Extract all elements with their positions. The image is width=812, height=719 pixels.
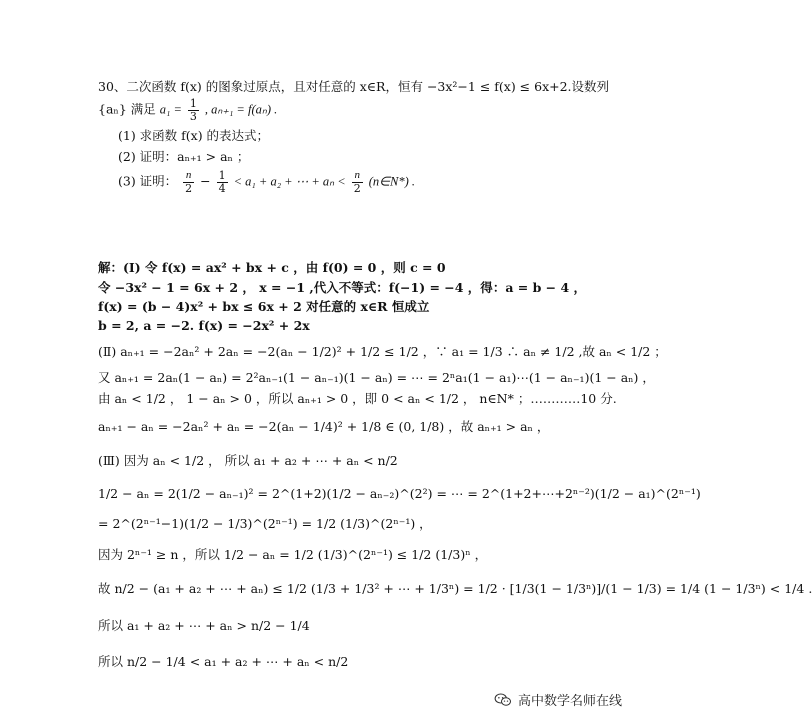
a1-fraction: $\frac{1}{3}$ xyxy=(189,97,197,123)
solution-step-10: 1/2 − aₙ = 2(1/2 − aₙ₋₁)² = 2^(1+2)(1/2 − aₙ₋₂)^(2²) = ⋯ = 2^(1+2+⋯+2ⁿ⁻²)(1/2 − a₁)^(2ⁿ⁻¹) xyxy=(98,486,701,501)
problem-line-1: 30、二次函数 f(x) 的图象过原点，且对任意的 x∈R，恒有 −3x²−1 ≤ f(x) ≤ 6x+2.设数列 xyxy=(98,79,610,94)
watermark xyxy=(494,690,622,709)
a1-label: a₁ = xyxy=(159,102,182,117)
watermark-text: 高中数学名师在线 xyxy=(517,694,622,709)
solution-step-14: 所以 a₁ + a₂ + ⋯ + aₙ > n/2 − 1/4 xyxy=(98,618,310,633)
solution-step-2: 令 −3x² − 1 = 6x + 2 ， x = −1 ,代入不等式：f(−1) = −4 ，得：a = b − 4 ， xyxy=(98,280,587,295)
question-2: (2) 证明：aₙ₊₁ > aₙ ； xyxy=(118,149,250,164)
solution-step-12: 因为 2ⁿ⁻¹ ≥ n ，所以 1/2 − aₙ = 1/2 (1/3)^(2ⁿ⁻¹) ≤ 1/2 (1/3)ⁿ ， xyxy=(98,547,488,562)
solution-step-1: 解：(Ⅰ) 令 f(x) = ax² + bx + c ，由 f(0) = 0 ，则 c = 0 xyxy=(98,260,446,275)
solution-step-11: = 2^(2ⁿ⁻¹−1)(1/2 − 1/3)^(2ⁿ⁻¹) = 1/2 (1/3)^(2ⁿ⁻¹) ， xyxy=(98,516,432,531)
wechat-logo-icon xyxy=(494,691,512,709)
solution-step-13: 故 n/2 − (a₁ + a₂ + ⋯ + aₙ) ≤ 1/2 (1/3 + 1/3² + ⋯ + 1/3ⁿ) = 1/2 · [1/3(1 − 1/3ⁿ)]/(1 − 1/3) = 1/4 (1 − 1/3ⁿ) < 1/4 . xyxy=(98,581,812,596)
recurrence: , aₙ₊₁ = f(aₙ) . xyxy=(204,102,278,117)
question-3: (3) 证明： $\frac{n}{2}$ − $\frac{1}{4}$ < a₁ + a₂ + ⋯ + aₙ < $\frac{n}{2}$ (n∈N*) . xyxy=(118,169,415,195)
problem-line-2 xyxy=(98,98,277,122)
solution-step-6: 又 aₙ₊₁ = 2aₙ(1 − aₙ) = 2²aₙ₋₁(1 − aₙ₋₁)(1 − aₙ) = ⋯ = 2ⁿa₁(1 − a₁)⋯(1 − aₙ₋₁)(1 − aₙ) ， xyxy=(98,370,655,385)
solution-step-15: 所以 n/2 − 1/4 < a₁ + a₂ + ⋯ + aₙ < n/2 xyxy=(98,654,349,669)
solution-step-3: f(x) = (b − 4)x² + bx ≤ 6x + 2 对任意的 x∈R 恒成立 xyxy=(98,299,430,314)
solution-step-8: aₙ₊₁ − aₙ = −2aₙ² + aₙ = −2(aₙ − 1/4)² + 1/8 ∈ (0, 1/8) ，故 aₙ₊₁ > aₙ ， xyxy=(98,419,550,434)
solution-step-4: b = 2, a = −2. f(x) = −2x² + 2x xyxy=(98,318,310,333)
sequence-label: {aₙ} 满足 xyxy=(98,101,156,117)
solution-step-7: 由 aₙ < 1/2 ， 1 − aₙ > 0 ，所以 aₙ₊₁ > 0 ，即 0 < aₙ < 1/2 ， n∈N* ；…………10 分. xyxy=(98,391,617,406)
solution-step-5: (Ⅱ) aₙ₊₁ = −2aₙ² + 2aₙ = −2(aₙ − 1/2)² + 1/2 ≤ 1/2 ，∵ a₁ = 1/3 ∴ aₙ ≠ 1/2 ,故 aₙ < 1/2 ； xyxy=(98,344,667,359)
solution-step-9: (Ⅲ) 因为 aₙ < 1/2 ， 所以 a₁ + a₂ + ⋯ + aₙ < n/2 xyxy=(98,453,398,468)
question-1: (1) 求函数 f(x) 的表达式； xyxy=(118,128,270,143)
